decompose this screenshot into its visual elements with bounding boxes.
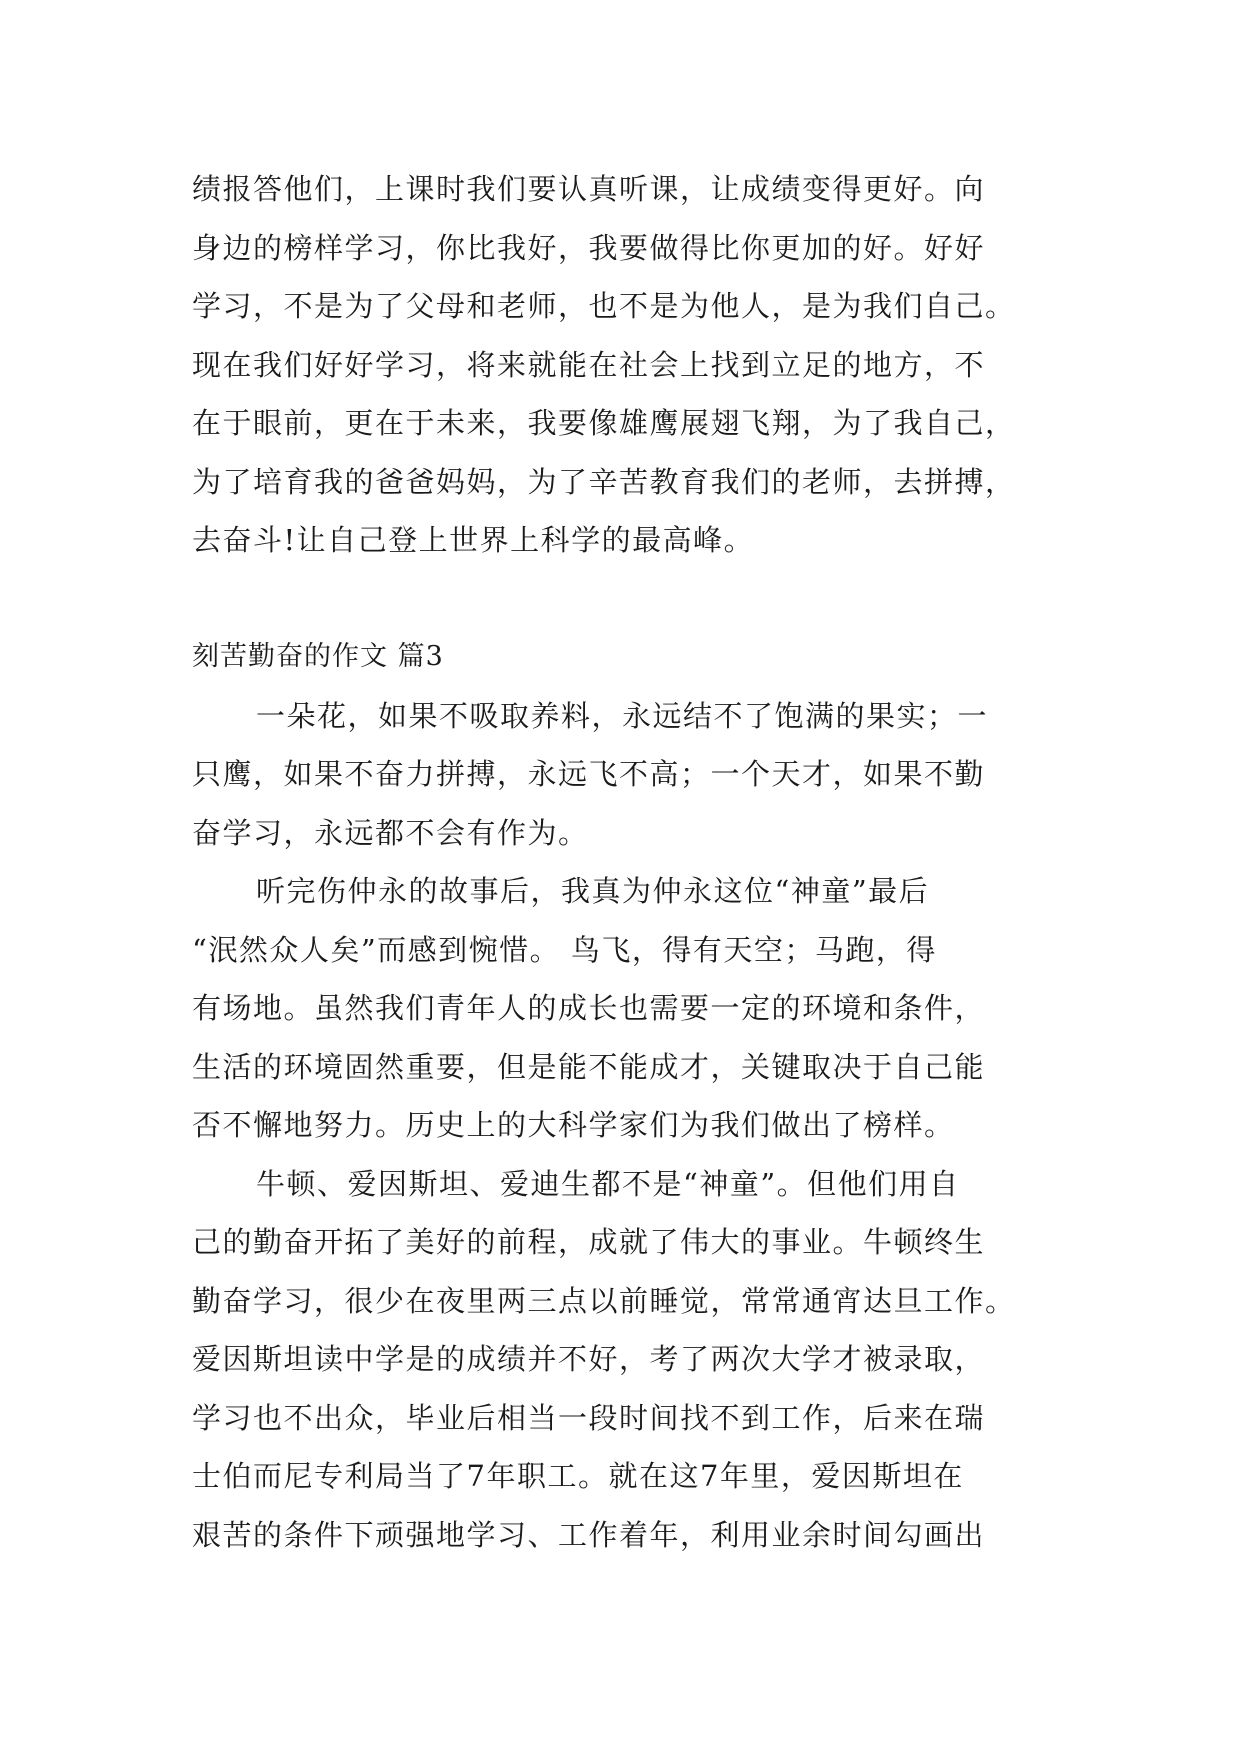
text-line: 有场地。虽然我们青年人的成长也需要一定的环境和条件， [192,991,986,1025]
document-page [192,160,1048,1564]
text-line: 士伯而尼专利局当了7年职工。就在这7年里，爱因斯坦在 [192,1459,964,1493]
text-line: 在于眼前，更在于未来，我要像雄鹰展翅飞翔，为了我自己， [192,406,1016,440]
text-line: 爱因斯坦读中学是的成绩并不好，考了两次大学才被录取， [192,1342,986,1376]
text-line: 牛顿、爱因斯坦、爱迪生都不是“神童”。但他们用自 [256,1166,960,1201]
paragraph-1 [192,687,1048,863]
text-line: 现在我们好好学习，将来就能在社会上找到立足的地方，不 [192,347,986,382]
text-line: 否不懈地努力。历史上的大科学家们为我们做出了榜样。 [192,1108,955,1142]
paragraph-2 [192,862,1048,1155]
text-line: 绩报答他们，上课时我们要认真听课，让成绩变得更好。向 [192,172,986,206]
text-line: 听完伤仲永的故事后，我真为仲永这位“神童”最后 [256,874,930,908]
text-line: 身边的榜样学习，你比我好，我要做得比你更加的好。好好 [192,230,986,265]
paragraph-spacer [192,570,1048,629]
text-line: 去奋斗!让自己登上世界上科学的最高峰。 [192,523,755,557]
text-line: 一朵花，如果不吸取养料，永远结不了饱满的果实；一 [256,698,989,733]
text-line: 己的勤奋开拓了美好的前程，成就了伟大的事业。牛顿终生 [192,1225,986,1259]
text-line: “泯然众人矣”而感到惋惜。 鸟飞，得有天空；马跑，得 [192,932,937,967]
text-line: 勤奋学习，很少在夜里两三点以前睡觉，常常通宵达旦工作。 [192,1283,1016,1318]
section-title: 刻苦勤奋的作文 篇3 [192,641,444,672]
text-line: 为了培育我的爸爸妈妈，为了辛苦教育我们的老师，去拼搏， [192,464,1016,499]
text-line: 艰苦的条件下顽强地学习、工作着年，利用业余时间勾画出 [192,1517,986,1552]
text-line: 生活的环境固然重要，但是能不能成才，关键取决于自己能 [192,1049,986,1084]
text-line: 奋学习，永远都不会有作为。 [192,815,589,850]
text-line: 学习，不是为了父母和老师，也不是为他人，是为我们自己。 [192,289,1016,323]
continuation-paragraph [192,160,1048,570]
paragraph-3 [192,1155,1048,1565]
text-line: 只鹰，如果不奋力拼搏，永远飞不高；一个天才，如果不勤 [192,757,986,791]
text-line: 学习也不出众，毕业后相当一段时间找不到工作，后来在瑞 [192,1400,986,1435]
